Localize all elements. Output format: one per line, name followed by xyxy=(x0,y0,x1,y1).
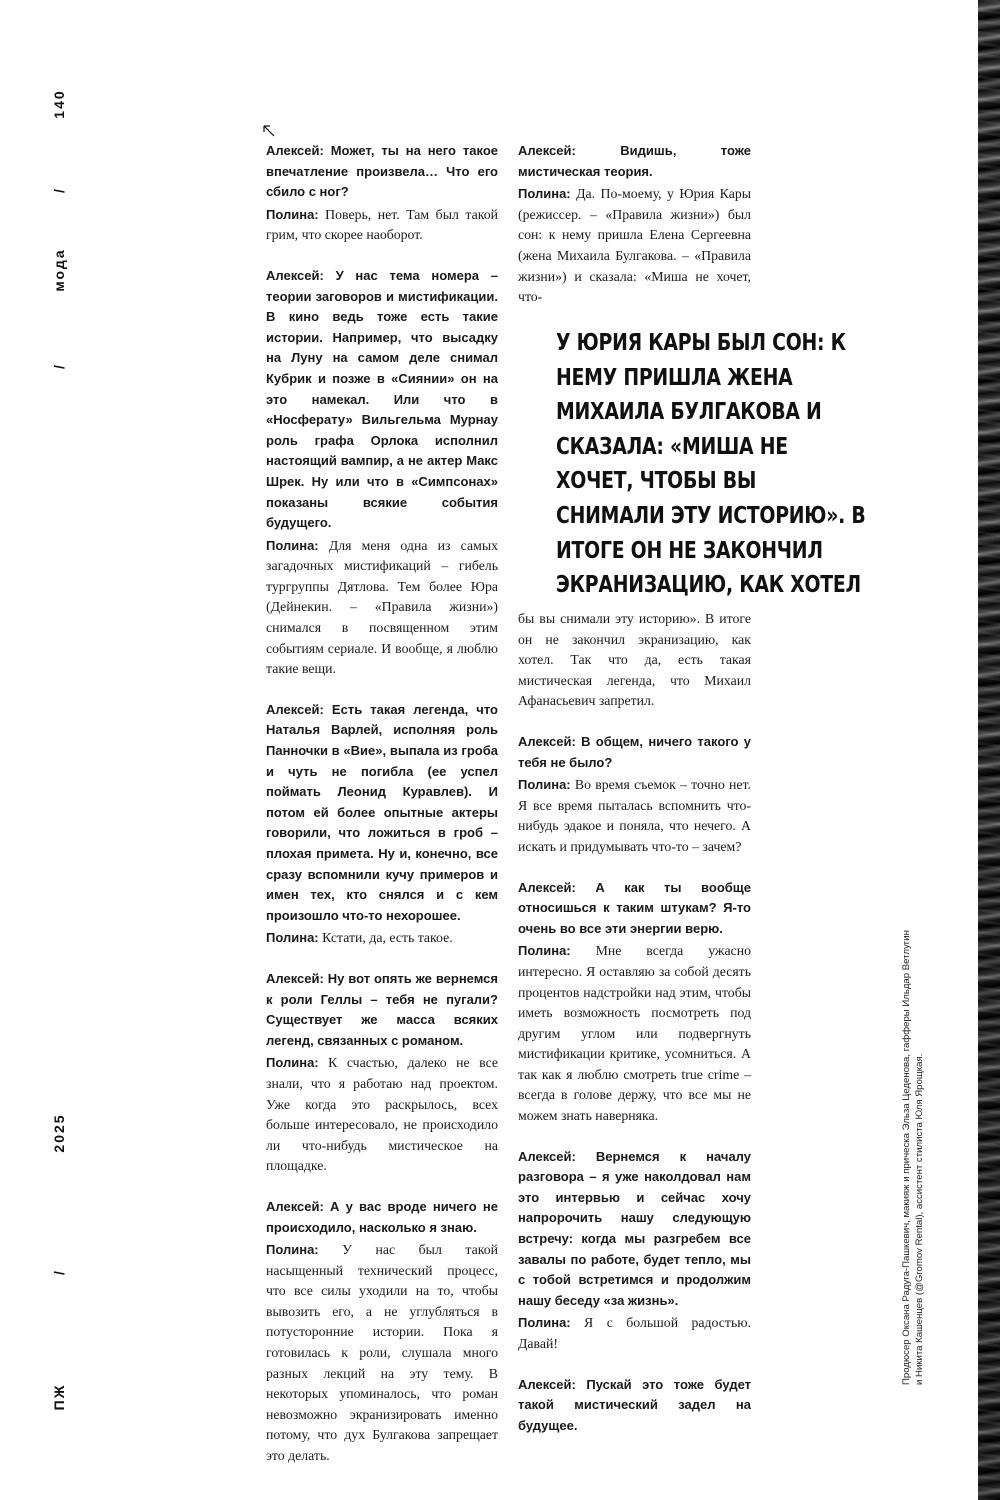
speaker-label: Полина: xyxy=(518,186,571,202)
speaker-label: Полина: xyxy=(518,777,571,793)
paragraph-spacer xyxy=(518,858,751,878)
page-number: 140 xyxy=(51,89,67,119)
speaker-label: Полина: xyxy=(266,1055,319,1071)
speaker-label: Полина: xyxy=(518,943,571,959)
interviewee-answer xyxy=(266,1053,498,1177)
year: 2025 xyxy=(51,1113,67,1153)
interviewer-question: Алексей: Видишь, тоже мистическая теория. xyxy=(518,143,751,179)
right-column-bottom xyxy=(518,609,751,1436)
speaker-label: Полина: xyxy=(266,1242,319,1258)
right-column-top xyxy=(518,141,751,308)
speaker-label: Полина: xyxy=(266,206,319,222)
brand-mark: ПЖ xyxy=(51,1383,67,1411)
separator: / xyxy=(51,363,67,369)
credits-line: Продюсер Оксана Радуга-Пашкевич, макияж и прическа Эльза Цеденова, гафферы Ильдар Ветлугин xyxy=(901,930,912,1385)
interviewer-question: Алексей: Есть такая легенда, что Наталья Варлей, исполняя роль Панночки в «Вие», выпала из гроба и чуть не погибла (ее успел поймать Леонид Куравлев). И потом ей более опытные актеры говорили, что ложиться в гроб – плохая примета. Ну и, конечно, все сразу вспомнили кучу примеров и имен тех, кто снялся и с кем произошло что-то нехорошее. xyxy=(266,701,498,923)
pull-quote: У ЮРИЯ КАРЫ БЫЛ СОН: К НЕМУ ПРИШЛА ЖЕНА МИХАИЛА БУЛГАКОВА И СКАЗАЛА: «МИША НЕ ХОЧЕТ, ЧТОБЫ ВЫ СНИМАЛИ ЭТУ ИСТОРИЮ». В ИТОГЕ ОН НЕ ЗАКОНЧИЛ ЭКРАНИЗАЦИЮ, КАК ХОТЕЛ xyxy=(556,330,866,599)
interviewer-question: Алексей: Может, ты на него такое впечатление произвела… Что его сбило с ног? xyxy=(266,143,498,200)
answer-text: У нас был такой насыщенный технический процесс, что все силы уходили на то, чтобы вывозить его, а не углубляться в потусторонние истории. Пока я готовилась к роли, слушала много разных лекций на эту тему. В некоторых упоминалось, что роман невозможно экранизировать именно потому, что дух Булгакова запрещает это делать. xyxy=(266,1242,498,1464)
interviewee-answer xyxy=(266,536,498,680)
arrow-icon xyxy=(262,124,276,138)
answer-text: Мне всегда ужасно интересно. Я оставляю за собой десять процентов надстройки над этим, чтобы иметь возможность посмотреть под другим углом или подвергнуть мистификации критике, усомниться. А так как я люблю смотреть true crime – всегда в голове держу, что все мы не можем знать наверняка. xyxy=(518,943,751,1124)
answer-text: Поверь, нет. Там был такой грим, что скорее наоборот. xyxy=(266,206,498,243)
separator: / xyxy=(51,1269,67,1275)
interviewer-question: Алексей: У нас тема номера – теории заговоров и мистификации. В кино ведь тоже есть такие истории. Например, что высадку на Луну на самом деле снимал Кубрик и позже в «Сиянии» он на это намекал. Или что в «Носферату» Вильгельма Мурнау роль графа Орлока исполнил настоящий вампир, а не актер Макс Шрек. Ну или что в «Симпсонах» показаны всякие события будущего. xyxy=(266,267,498,531)
photo-credits xyxy=(900,885,926,1385)
paragraph-spacer xyxy=(266,1177,498,1197)
interviewee-answer xyxy=(518,1313,751,1354)
answer-text: Во время съемок – точно нет. Я все время пыталась вспомнить что-нибудь эдакое и поняла, что нечего. А искать и придумывать что-то – зачем? xyxy=(518,777,751,854)
answer-text: Я с большой радостью. Давай! xyxy=(518,1315,751,1351)
answer-text: Да. По-моему, у Юрия Кары (режиссер. – «Правила жизни») был сон: к нему пришла Елена Сергеевна (жена Михаила Булгакова. – «Правила жизни») и сказала: «Миша не хочет, что- xyxy=(518,186,751,305)
answer-text: Для меня одна из самых загадочных мистификаций – гибель тургруппы Дятлова. Тем более Юра (Дейнекин. – «Правила жизни») снимался в посвященном этим событиям сериале. И вообще, я люблю такие вещи. xyxy=(266,537,498,677)
interviewer-question: Алексей: В общем, ничего такого у тебя не было? xyxy=(518,733,751,770)
left-column xyxy=(266,141,498,1467)
credits-line: и Никита Кашенцев (@Gromov Rental), ассистент стилиста Юля Ярощкая. xyxy=(914,1053,925,1385)
interviewee-answer xyxy=(518,775,751,857)
speaker-label: Полина: xyxy=(518,1315,571,1331)
interviewee-answer xyxy=(266,205,498,246)
section-name: мода xyxy=(51,248,67,292)
interviewee-answer xyxy=(518,184,751,308)
speaker-label: Полина: xyxy=(266,537,319,553)
side-running-header xyxy=(33,0,85,1500)
paragraph-spacer xyxy=(266,949,498,969)
interviewee-answer xyxy=(518,941,751,1126)
separator: / xyxy=(51,187,67,193)
paragraph-spacer xyxy=(266,680,498,700)
paragraph-spacer xyxy=(518,1127,751,1147)
answer-text: К счастью, далеко не все знали, что я работаю над проектом. Уже когда это раскрылось, всех больше интересовало, не происходило ли что-нибудь мистическое на площадке. xyxy=(266,1055,498,1174)
speaker-label: Полина: xyxy=(266,930,319,946)
interviewer-question: Алексей: А у вас вроде ничего не происходило, насколько я знаю. xyxy=(266,1198,498,1235)
answer-text: бы вы снимали эту историю». В итоге он не закончил экранизацию, как хотел. Так что да, есть такая мистическая легенда, что Михаил Афанасьевич запретил. xyxy=(518,611,751,709)
interviewer-question: Алексей: Ну вот опять же вернемся к роли Геллы – тебя не пугали? Существует же масса всяких легенд, связанных с романом. xyxy=(266,970,498,1048)
paragraph-spacer xyxy=(266,246,498,266)
interviewee-answer xyxy=(266,928,498,949)
photo-strip xyxy=(978,0,1000,1500)
interviewer-question: Алексей: Пускай это тоже будет такой мистический задел на будущее. xyxy=(518,1376,751,1433)
paragraph-spacer xyxy=(518,712,751,732)
paragraph-spacer xyxy=(518,1355,751,1375)
interviewer-question: Алексей: Вернемся к началу разговора – я уже наколдовал нам это интервью и сейчас хочу напророчить нашу следующую встречу: когда мы разгребем все завалы по работе, будет тепло, мы с тобой встретимся и продолжим нашу беседу «за жизнь». xyxy=(518,1148,751,1308)
answer-text: Кстати, да, есть такое. xyxy=(318,930,453,946)
interviewer-question: Алексей: А как ты вообще относишься к таким штукам? Я-то очень во все эти энергии верю. xyxy=(518,879,751,936)
interviewee-answer xyxy=(266,1240,498,1467)
interviewee-answer xyxy=(518,609,751,712)
